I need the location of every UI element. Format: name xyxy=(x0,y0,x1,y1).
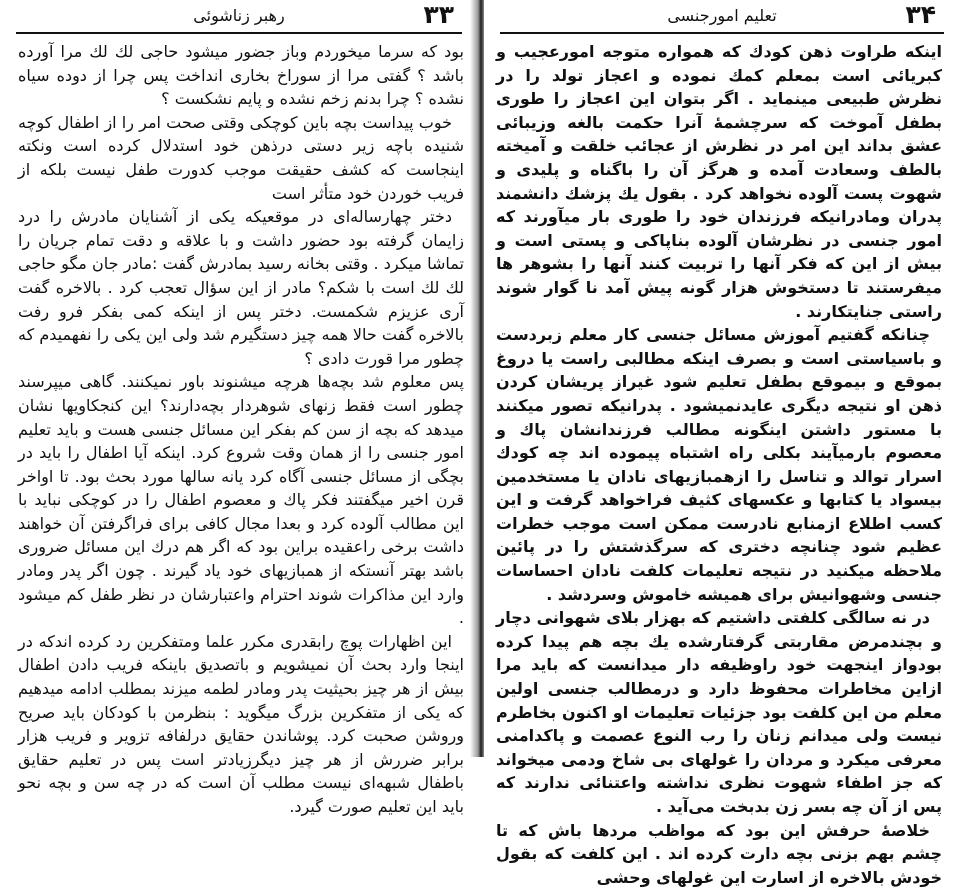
page-number: ۳۳ xyxy=(423,0,454,29)
running-title: رهبر زناشوئی xyxy=(193,6,285,25)
running-title: تعلیم امورجنسی xyxy=(667,6,777,25)
left-page xyxy=(0,0,478,816)
paragraph: دختر چهارساله‌ای در موقعیکه یکی از آشنایان مادرش را درد زایمان گرفته بود حضور داشت و با علاقه و دقت تمام جریان را تماشا میکرد . وقتی بخانه رسید بمادرش گفت :مادر جان مگو حاجی لك لك است با شکم؟ مادر از این سؤال تعجب کرد . بالاخره گفت آری عزیزم شکمست. دختر پس از اینکه کمی بفکر فرو رفت بالاخره گفت حالا همه چیز دستگیرم شد ولی این یکی را نفهمیدم که چطور مرا قورت دادی ؟ xyxy=(18,207,464,368)
left-page-body xyxy=(18,40,464,819)
right-page xyxy=(484,0,960,887)
paragraph: اینکه طراوت ذهن کودك که همواره متوجه امورعجیب و کبریائی است بمعلم کمك نموده و اعجاز تولد را در نظرش طبیعی مینماید . اگر بتوان این اعجاز را طوری بطفل آموخت که سرچشمهٔ آنرا حکمت بالغه وزیبائی عشق بداند این امر در نظرش از عجائب خلقت و آمیخته بالطف وسعادت آمده و هرگز آن را باگناه و پلیدی و شهوت پست آلوده نخواهد کرد . بقول یك پزشك دانشمند پدران ومادرانیکه فرزندان خود را طوری بار میآورند که امور جنسی در نظرشان آلوده بناپاکی و پستی است و بیش از این که فکر آنها را تربیت کنند آنها را بشوهر ها میفرستند تا دستخوش هزار گونه پیش آمد نا گوار شوند راستی جنایتکارند . xyxy=(496,42,942,321)
left-page-header xyxy=(16,0,462,34)
right-page-body xyxy=(496,40,942,889)
right-page-header xyxy=(500,0,944,34)
paragraph: بود که سرما میخوردم وباز جضور میشود حاجی لك لك مرا آورده باشد ؟ گفتی مرا از سوراخ بخاری انداخت پس چرا از دوده سیاه نشده ؟ چرا بدنم زخم نشده و پایم نشکست ؟ xyxy=(18,42,464,109)
page-number: ۳۴ xyxy=(905,0,936,29)
paragraph: این اظهارات پوچ رابقدری مکرر علما ومتفکرین رد کرده اندکه در اینجا وارد بحث آن نمیشویم و باتصدیق باینکه فریب دادن اطفال بیش از هر چیز بحیثیت پدر ومادر لطمه میزند بمطلب ادامه میدهیم که یکی از متفکرین بزرگ میگوید : بنظرمن با کودکان باید صریح وروشن صحبت کرد. پوشاندن حقایق درلفافه تزویر و فریب هزار برابر ضررش از هر چیز دیگرزیادتر است پس در تعلیم حقایق باطفال شبهه‌ای نیست مطلب آن است که در چه سن و بچه نحو باید این تعلیم صورت گیرد. xyxy=(18,631,464,816)
paragraph: خوب پیداست بچه باین کوچکی وقتی صحت امر را از اطفال کوچه شنیده باچه زیر دستی درذهن خود استدلال کرده است ونکته اینجاست که کشف حقیقت موجب کدورت طفل نیست بلکه از فریب خوردن خود متأثر است xyxy=(18,112,464,203)
paragraph: خلاصهٔ حرفش این بود که مواظب مردها باش که تا چشم بهم بزنی بچه دارت کرده اند . این کلفت که بقول خودش بالاخره از اسارت این غولهای وحشی xyxy=(496,820,942,887)
paragraph: در نه سالگی کلفتی داشتیم که بهزار بلای شهوانی دچار و بچندمرض مقاربتی گرفتارشده یك بچه هم پیدا کرده بودواز اینجهت خود راوظیفه دار میدانست که باید مرا ازاین مخاطرات محفوظ دارد و درمطالب جنسی اولین معلم من این کلفت بود جزئیات تعلیمات او اکنون بخاطرم نیست ولی میدانم زنان را رب النوع عصمت و پاکدامنی معرفی میکرد و مردان را غولهای بی شاخ ودمی میخواند که جز اطفاء شهوت نظری نداشته واعتنائی ندارند که پس از آن چه بسر زن بدبخت می‌آید . xyxy=(496,608,942,816)
paragraph: پس معلوم شد بچه‌ها هرچه میشنوند باور نمیکنند. گاهی میپرسند چطور است فقط زنهای شوهردار بچه‌دارند؟ این کنجکاویها نشان میدهد که بچه از سن کم بفکر این مسائل جنسی هست و باید تعلیم امور جنسی را از همان وقت شروع کرد. اینکه آیا اطفال را باید در بچگی از مسائل جنسی آگاه کرد یانه سالها مورد بحث بود. تا اواخر قرن اخیر میگفتند فکر پاك و معصوم اطفال را در کوچکی نباید با این مطالب آلوده کرد و بعدا مجال کافی برای فراگرفتن آن خواهند داشت برخی راعقیده براین بود که اگر هم درك این مسائل ضروری باشد بهتر آنستکه از همبازیهای خود یاد گیرند . چون اگر پدر ومادر وارد این مذاکرات شوند احترام واعتبارشان در نظر طفل کم میشود . xyxy=(18,372,464,628)
paragraph: چنانکه گفتیم آموزش مسائل جنسی کار معلم زبردست و باسیاستی است و بصرف اینکه مطالبی راست یا دروغ بموقع و بیموقع بطفل تعلیم شود غیراز پریشان کردن ذهن او نتیجه دیگری عایدنمیشود . پدرانیکه تصور میکنند با مستور داشتن اینگونه مطالب فرزندانشان پاك و معصوم بارمیآیند بکلی راه اشتباه پیموده اند چه کودك اسرار توالد و تناسل را ازهمبازیهای نادان یا مستخدمین بیسواد یا کتابها و عکسهای کثیف فراخواهد گرفت و این کسب اطلاع ازمنابع نادرست ممکن است موجب خطرات عظیم شود چنانچه دختری که سرگذشتش را در پائین ملاحظه میکنید در نتیجه تعلیمات کلفت نادان احساسات جنسی وشهوانیش برای همیشه خاموش وسردشد . xyxy=(496,325,942,604)
